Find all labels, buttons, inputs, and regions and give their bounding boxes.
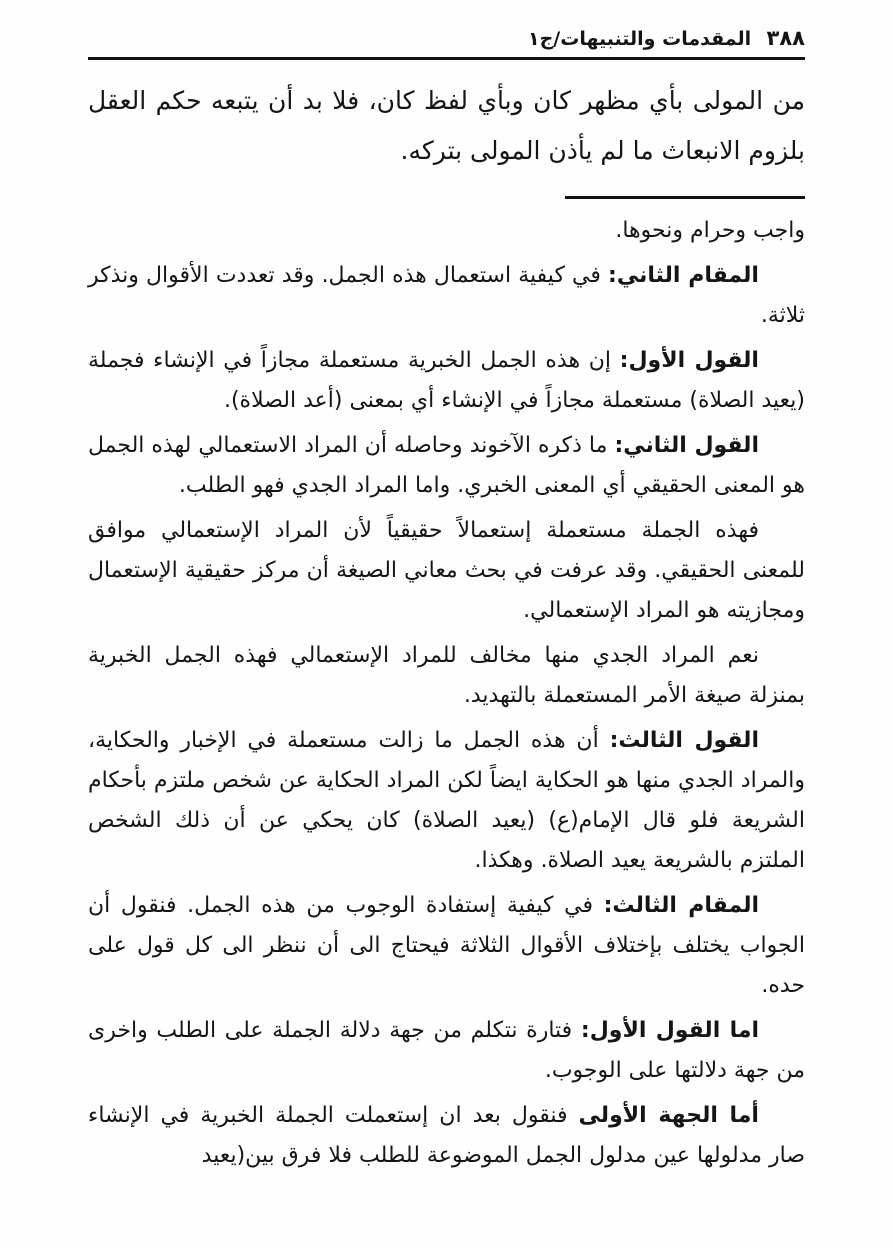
- paragraph-text: فتارة نتكلم من جهة دلالة الجملة على الطلب واخرى من جهة دلالتها على الوجوب.: [88, 1018, 805, 1083]
- paragraph-text: أن هذه الجمل ما زالت مستعملة في الإخبار والحكاية، والمراد الجدي منها هو الحكاية ايضاً لكن المراد الحكاية عن شخص ملتزم بأحكام الشريعة فلو قال الإمام(ع) (يعيد الصلاة) كان يحكي عن أن ذلك الشخص الملتزم بالشريعة يعيد الصلاة. وهكذا.: [88, 728, 805, 873]
- commentary-paragraph: [88, 511, 805, 631]
- main-text-block: [88, 76, 805, 176]
- paragraph-text: فهذه الجملة مستعملة إستعمالاً حقيقياً لأن المراد الإستعمالي موافق للمعنى الحقيقي. وقد عرفت في بحث معاني الصيغة أن مركز حقيقية الإستعمال ومجازيته هو المراد الإستعمالي.: [88, 518, 805, 623]
- commentary-paragraph: [88, 721, 805, 881]
- footnote-separator-rule: [565, 196, 805, 199]
- paragraph-text: فنقول بعد ان إستعملت الجملة الخبرية في الإنشاء صار مدلولها عين مدلول الجمل الموضوعة للطلب فلا فرق بين(يعيد: [88, 1103, 805, 1168]
- paragraph-text: واجب وحرام ونحوها.: [615, 218, 805, 243]
- commentary-section: [88, 211, 805, 1176]
- main-paragraph: من المولى بأي مظهر كان وبأي لفظ كان، فلا بد أن يتبعه حكم العقل بلزوم الانبعاث ما لم يأذن المولى بتركه.: [88, 86, 805, 165]
- paragraph-lead: القول الثاني:: [614, 433, 759, 458]
- commentary-paragraph: [88, 636, 805, 716]
- commentary-paragraph: [88, 256, 805, 336]
- paragraph-lead: القول الثالث:: [609, 728, 759, 753]
- commentary-paragraph: [88, 1096, 805, 1176]
- page-header: [88, 26, 805, 50]
- paragraph-lead: المقام الثاني:: [608, 263, 759, 288]
- paragraph-text: إن هذه الجمل الخبرية مستعملة مجازاً في الإنشاء فجملة (يعيد الصلاة) مستعملة مجازاً في الإنشاء أي بمعنى (أعد الصلاة).: [88, 348, 805, 413]
- commentary-paragraph: [88, 426, 805, 506]
- paragraph-text: في كيفية إستفادة الوجوب من هذه الجمل. فنقول أن الجواب يختلف بإختلاف الأقوال الثلاثة فيحتاج الى أن ننظر الى كل قول على حده.: [88, 893, 805, 998]
- paragraph-text: في كيفية استعمال هذه الجمل. وقد تعددت الأقوال ونذكر ثلاثة.: [88, 263, 805, 328]
- paragraph-lead: اما القول الأول:: [580, 1018, 760, 1043]
- header-rule: [88, 57, 805, 60]
- commentary-paragraph: [88, 211, 805, 251]
- book-title: المقدمات والتنبيهات/ج١: [528, 28, 752, 50]
- paragraph-text: ما ذكره الآخوند وحاصله أن المراد الاستعمالي لهذه الجمل هو المعنى الحقيقي أي المعنى الخبري. واما المراد الجدي فهو الطلب.: [88, 433, 805, 498]
- paragraph-lead: أما الجهة الأولى: [578, 1103, 759, 1128]
- paragraph-lead: المقام الثالث:: [603, 893, 759, 918]
- paragraph-lead: القول الأول:: [619, 348, 759, 373]
- page-number: ٣٨٨: [766, 26, 805, 50]
- commentary-paragraph: [88, 1011, 805, 1091]
- commentary-paragraph: [88, 341, 805, 421]
- paragraph-text: نعم المراد الجدي منها مخالف للمراد الإستعمالي فهذه الجمل الخبرية بمنزلة صيغة الأمر المستعملة بالتهديد.: [88, 643, 805, 708]
- commentary-paragraph: [88, 886, 805, 1006]
